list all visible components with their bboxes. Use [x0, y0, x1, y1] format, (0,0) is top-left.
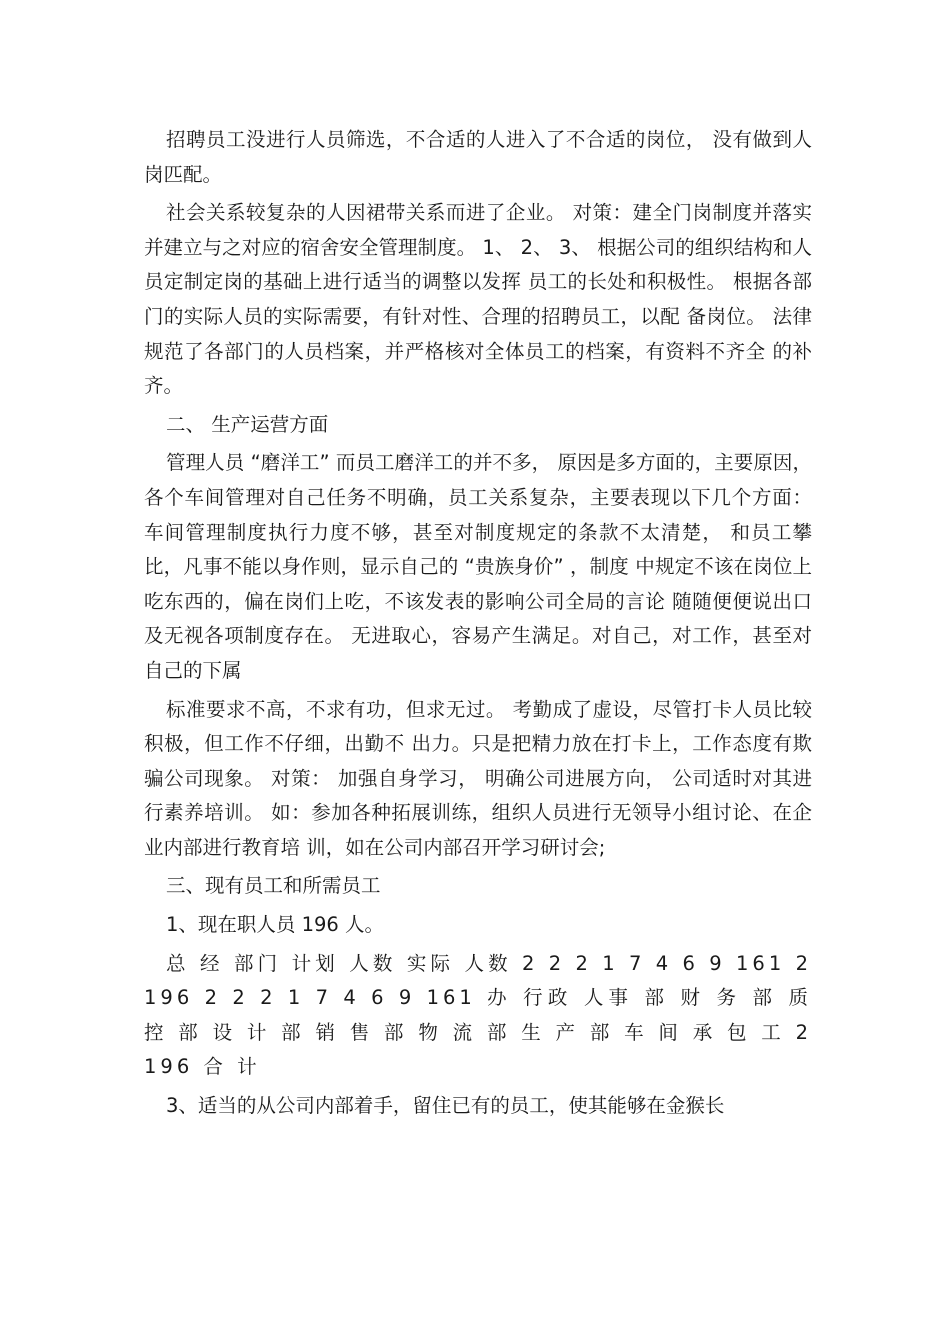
paragraph-current-staff: 1、现在职人员 196 人。 — [166, 913, 385, 937]
section-heading-staff: 三、现有员工和所需员工 — [166, 874, 381, 898]
paragraph-recruitment-issue: 招聘员工没进行人员筛选，不合适的人进入了不合适的岗位， 没有做到人岗匹配。 — [144, 128, 812, 186]
section-heading-production: 二、 生产运营方面 — [166, 412, 329, 436]
document-body — [144, 123, 812, 1124]
paragraph-standards-countermeasures: 标准要求不高，不求有功，但求无过。 考勤成了虚设，尽管打卡人员比较积极，但工作不仔细，出勤不 出力。只是把精力放在打卡上，工作态度有欺骗公司现象。 对策： 加强自身学习， 明确公司进展方向， 公司适时对其进行素养培训。 如：参加各种拓展训练，组织人员进行无领导小组讨论、在企业内部进行教育培 训，如在公司内部召开学习研讨会; — [144, 697, 812, 859]
paragraph-management-issues: 管理人员 “磨洋工” 而员工磨洋工的并不多， 原因是多方面的，主要原因， 各个车间管理对自己任务不明确，员工关系复杂，主要表现以下几个方面： 车间管理制度执行力度不够，甚至对制度规定的条款不太清楚， 和员工攀比，凡事不能以身作则，显示自己的 “贵族身价” ，制度 中规定不该在岗位上吃东西的，偏在岗们上吃，不该发表的影响公司全局的言论 随随便便说出口及无视各项制度存在。 无进取心，容易产生满足。对自己，对工作，甚至对自己的下属 — [144, 451, 812, 682]
paragraph-social-relations: 社会关系较复杂的人因裙带关系而进了企业。 对策：建全门岗制度并落实并建立与之对应的宿舍安全管理制度。 1、 2、 3、 根据公司的组织结构和人员定制定岗的基础上进行适当的调整以发挥 员工的长处和积极性。 根据各部门的实际人员的实际需要，有针对性、合理的招聘员工，以配 备岗位。 法律规范了各部门的人员档案，并严格核对全体员工的档案，有资料不齐全 的补齐。 — [144, 201, 812, 398]
paragraph-retain-staff: 3、适当的从公司内部着手，留住已有的员工，使其能够在金猴长 — [166, 1094, 725, 1118]
paragraph-staff-table-text: 总 经 部门 计划 人数 实际 人数 2 2 2 1 7 4 6 9 161 2 196 2 2 2 1 7 4 6 9 161 办 行政 人事 部 财 务 部 质 控 部 设 计 部 销 售 部 物 流 部 生 产 部 车 间 承 包 工 2 196 合 计 — [144, 951, 812, 1079]
